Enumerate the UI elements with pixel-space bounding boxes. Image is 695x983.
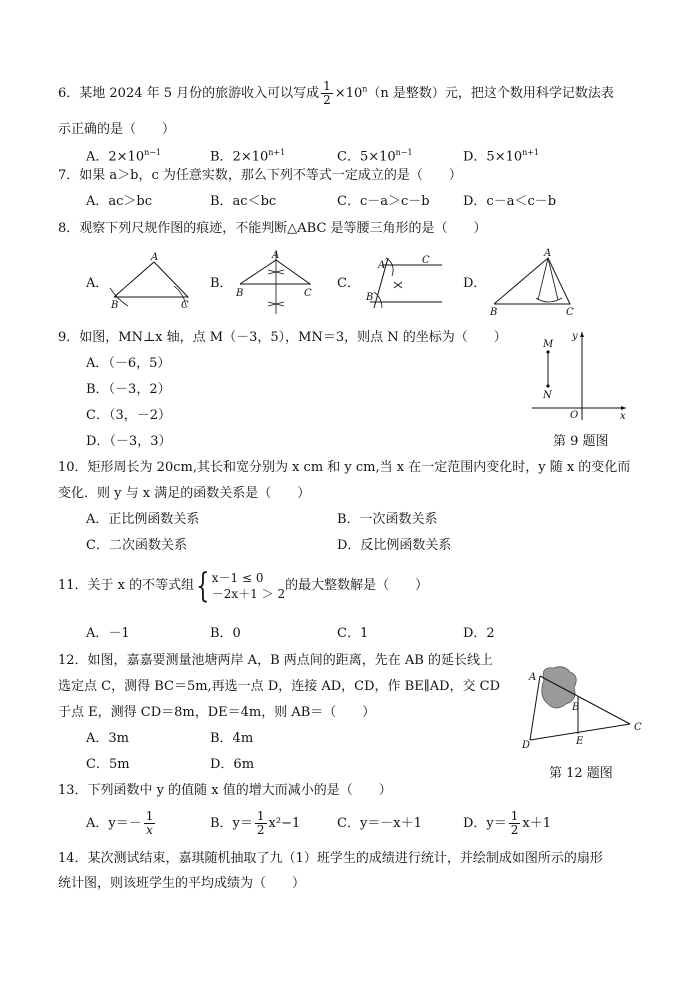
q11-option-b: B．0	[210, 626, 241, 641]
q14-stem-line1: 14．某次测试结束，嘉琪随机抽取了九（1）班学生的成绩进行统计，并绘制成如图所示的扇形	[58, 851, 603, 866]
q10-option-d: D．反比例函数关系	[337, 538, 452, 553]
q12-label-d: D	[522, 740, 531, 751]
q9-label-n: N	[543, 390, 552, 401]
q12-option-a: A．3m	[86, 731, 129, 746]
q8a-label-b: B	[111, 300, 119, 311]
q10-option-a: A．正比例函数关系	[86, 512, 200, 527]
q11-system: x－1 ≤ 0 －2x＋1 ＞ 2	[211, 570, 286, 601]
q9-option-a: A．（－6，5）	[86, 356, 171, 371]
q7-option-d: D．c－a＜c－b	[463, 194, 557, 209]
q8c-label-a: A	[378, 260, 386, 271]
q9-label-m: M	[543, 339, 554, 350]
q12-stem-line2: 选定点 C，测得 BC＝5m,再选一点 D，连接 AD，CD，作 BE∥AD，交 CD	[58, 679, 501, 694]
q6-option-a: A．$2\times 10^{n-1}$	[86, 148, 162, 165]
q11-option-a: A．－1	[86, 626, 130, 641]
q9-label-x: x	[620, 411, 626, 422]
q12-label-a: A	[529, 672, 537, 683]
q6-option-d: D．$5\times 10^{n+1}$	[463, 148, 540, 165]
q12-label-c: C	[634, 722, 642, 733]
q12-stem-line3: 于点 E，测得 CD＝8m，DE＝4m，则 AB＝（ ）	[58, 705, 376, 720]
q8b-label-a: A	[272, 250, 280, 261]
q8a-label-a: A	[151, 252, 159, 263]
q9-caption: 第 9 题图	[553, 434, 609, 449]
q9-label-o: O	[570, 410, 579, 421]
q12-option-d: D．6m	[210, 757, 255, 772]
q13-option-a: A．y＝－ $\frac{1}{x}$	[86, 809, 154, 837]
q13-option-b: B．y＝ $\frac{1}{2}$ x²−1	[210, 809, 301, 837]
q8c-label-c: C	[422, 255, 430, 266]
q9-stem: 9．如图，MN⊥x 轴，点 M（－3，5），MN＝3，则点 N 的坐标为（ ）	[58, 330, 507, 345]
q13-option-d: D．y＝ $\frac{1}{2}$ x＋1	[463, 809, 552, 837]
q6-stem-cont: 示正确的是（ ）	[58, 122, 176, 137]
q12-option-c: C．5m	[86, 757, 130, 772]
q8a-label-c: C	[181, 300, 189, 311]
q9-figure	[528, 326, 632, 422]
q7-option-b: B．ac＜bc	[210, 194, 277, 209]
q9-option-d: D．（－3，3）	[86, 434, 172, 449]
q8-figure-b	[232, 250, 322, 316]
q8-option-a: A．	[86, 276, 109, 291]
q10-stem-line2: 变化．则 y 与 x 满足的函数关系是（ ）	[58, 486, 311, 501]
q12-label-e: E	[576, 736, 584, 747]
q10-option-b: B．一次函数关系	[337, 512, 438, 527]
q8b-label-b: B	[236, 288, 244, 299]
q8-option-b: B．	[210, 276, 233, 291]
q13-stem: 13．下列函数中 y 的值随 x 值的增大而减小的是（ ）	[58, 783, 392, 798]
q7-stem: 7．如果 a＞b，c 为任意实数，那么下列不等式一定成立的是（ ）	[58, 168, 462, 183]
q8d-label-c: C	[566, 307, 574, 318]
q10-stem-line1: 10．矩形周长为 20cm,其长和宽分别为 x cm 和 y cm,当 x 在一定范围内变化时，y 随 x 的变化而	[58, 460, 631, 475]
q7-option-a: A．ac＞bc	[86, 194, 153, 209]
q12-figure	[520, 662, 646, 754]
q8-figure-d	[486, 248, 582, 318]
q6-option-b: B．$2\times 10^{n+1}$	[210, 148, 286, 165]
q8-option-c: C．	[337, 276, 360, 291]
q8-figure-c	[360, 250, 452, 312]
q9-label-y: y	[572, 331, 578, 342]
q12-caption: 第 12 题图	[549, 766, 613, 781]
q6-fraction: $\frac{1}{2}$	[323, 79, 331, 107]
q8d-label-b: B	[490, 307, 498, 318]
q11-option-c: C．1	[337, 626, 369, 641]
q12-stem-line1: 12．如图，嘉嘉要测量池塘两岸 A，B 两点间的距离，先在 AB 的延长线上	[58, 653, 493, 668]
q14-stem-line2: 统计图，则该班学生的平均成绩为（ ）	[58, 876, 306, 891]
q9-option-b: B．（－3，2）	[86, 382, 171, 397]
q8d-label-a: A	[544, 248, 552, 259]
q8b-label-c: C	[304, 288, 312, 299]
q7-option-c: C．c－a＞c－b	[337, 194, 430, 209]
q6-option-c: C．$5\times 10^{n-1}$	[337, 148, 413, 165]
q12-label-b: B	[572, 702, 580, 713]
q9-option-c: C．（3，－2）	[86, 408, 171, 423]
q8-stem: 8．观察下列尺规作图的痕迹，不能判断△ABC 是等腰三角形的是（ ）	[58, 221, 487, 236]
q10-option-c: C．二次函数关系	[86, 538, 187, 553]
q11-option-d: D．2	[463, 626, 495, 641]
q11-stem: 11．关于 x 的不等式组{ x－1 ≤ 0 －2x＋1 ＞ 2 的最大整数解是（ ）	[58, 565, 429, 606]
q11-brace: {	[196, 565, 210, 606]
q12-option-b: B．4m	[210, 731, 254, 746]
q8-option-d: D．	[463, 276, 487, 291]
q8c-label-b: B	[366, 292, 374, 303]
q13-option-c: C．y＝－x＋1	[337, 816, 422, 831]
q8-figure-a	[106, 250, 198, 312]
q6-stem: 6．某地 2024 年 5 月份的旅游收入可以写成 $\frac{1}{2}$ $\times 10^n(n$ 是整数）元，把这个数用科学记数法表	[58, 79, 614, 107]
